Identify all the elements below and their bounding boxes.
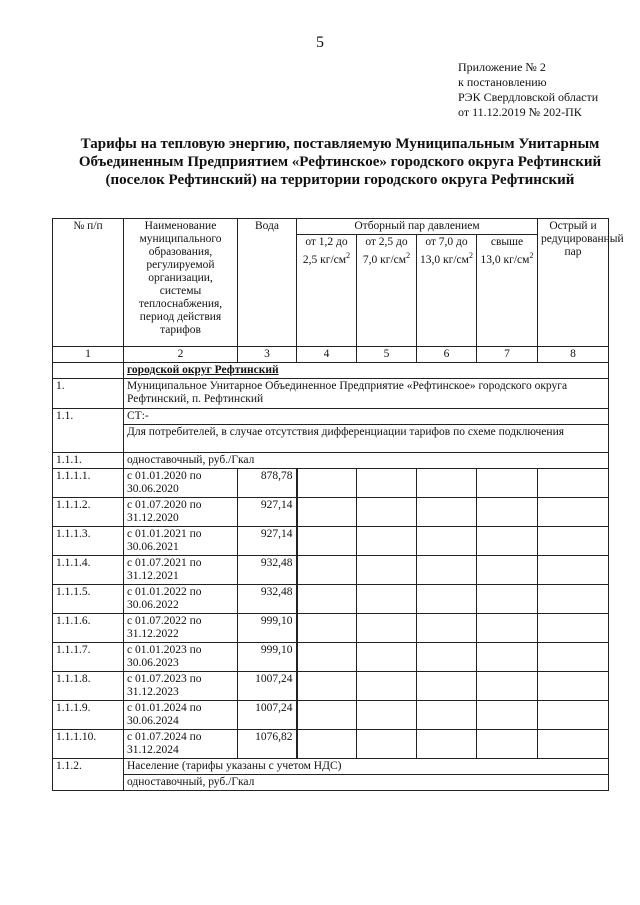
row-empty-cell <box>297 730 357 759</box>
row-period: с 01.01.2020 по 30.06.2020 <box>124 469 238 498</box>
header-name: Наименование муниципального образования, регулируемой организации, системы теплоснабжения, период действия тарифов <box>124 219 238 347</box>
row-empty-cell <box>297 556 357 585</box>
row-empty-cell <box>297 469 357 498</box>
row-water-value: 927,14 <box>238 498 297 527</box>
header-num: № п/п <box>53 219 124 347</box>
header-pressure-4: свыше 13,0 $кг/см^2$ <box>477 235 538 347</box>
row-empty-cell <box>357 498 417 527</box>
header-pressure-2: от 2,5 до 7,0 $кг/см^2$ <box>357 235 417 347</box>
row-empty-cell <box>357 556 417 585</box>
row-empty-cell <box>417 527 477 556</box>
row-empty-cell <box>538 643 609 672</box>
system-name: СТ:- <box>124 409 609 425</box>
tariff-row <box>53 527 609 556</box>
row-empty-cell <box>477 469 538 498</box>
row-empty-cell <box>417 469 477 498</box>
consumers-note: Для потребителей, в случае отсутствия дифференциации тарифов по схеме подключения <box>124 425 609 453</box>
row-water-value: 927,14 <box>238 527 297 556</box>
district-name: городской округ Рефтинский <box>124 363 609 379</box>
row-empty-cell <box>477 527 538 556</box>
col-number: 6 <box>417 347 477 363</box>
header-water: Вода <box>238 219 297 347</box>
col-number: 3 <box>238 347 297 363</box>
header-pressure-1: от 1,2 до 2,5 $кг/см^2$ <box>297 235 357 347</box>
rate-name: одноставочный, руб./Гкал <box>124 453 609 469</box>
tariff-row <box>53 672 609 701</box>
system-num: 1.1. <box>53 409 124 453</box>
row-empty-cell <box>477 701 538 730</box>
row-empty-cell <box>417 701 477 730</box>
row-empty-cell <box>357 585 417 614</box>
col-number: 4 <box>297 347 357 363</box>
org-name: Муниципальное Унитарное Объединенное Предприятие «Рефтинское» городского округа Рефтинский, п. Рефтинский <box>124 379 609 409</box>
row-empty-cell <box>477 614 538 643</box>
row-water-value: 878,78 <box>238 469 297 498</box>
row-num: 1.1.1.1. <box>53 469 124 498</box>
row-empty-cell <box>297 585 357 614</box>
row-num: 1.1.1.2. <box>53 498 124 527</box>
row-num: 1.1.1.5. <box>53 585 124 614</box>
district-num-cell <box>53 363 124 379</box>
row-period: с 01.01.2024 по 30.06.2024 <box>124 701 238 730</box>
row-water-value: 999,10 <box>238 614 297 643</box>
row-empty-cell <box>477 672 538 701</box>
row-empty-cell <box>417 672 477 701</box>
row-empty-cell <box>357 730 417 759</box>
row-empty-cell <box>477 643 538 672</box>
row-empty-cell <box>297 701 357 730</box>
title-line: (поселок Рефтинский) на территории городского округа Рефтинский <box>105 172 575 188</box>
col-number: 7 <box>477 347 538 363</box>
row-empty-cell <box>297 614 357 643</box>
row-water-value: 932,48 <box>238 585 297 614</box>
col-number: 2 <box>124 347 238 363</box>
row-num: 1.1.1.7. <box>53 643 124 672</box>
row-empty-cell <box>297 498 357 527</box>
row-period: с 01.07.2021 по 31.12.2021 <box>124 556 238 585</box>
row-empty-cell <box>417 556 477 585</box>
tariff-row <box>53 585 609 614</box>
header-pressure-3: от 7,0 до 13,0 $кг/см^2$ <box>417 235 477 347</box>
row-water-value: 1007,24 <box>238 701 297 730</box>
row-empty-cell <box>538 556 609 585</box>
row-period: с 01.07.2020 по 31.12.2020 <box>124 498 238 527</box>
row-empty-cell <box>538 730 609 759</box>
appendix-line: РЭК Свердловской области <box>458 90 599 104</box>
page-number: 5 <box>316 34 324 51</box>
row-num: 1.1.1.8. <box>53 672 124 701</box>
row-empty-cell <box>417 730 477 759</box>
row-empty-cell <box>417 498 477 527</box>
row-empty-cell <box>477 585 538 614</box>
row-water-value: 999,10 <box>238 643 297 672</box>
row-num: 1.1.1.10. <box>53 730 124 759</box>
row-empty-cell <box>297 672 357 701</box>
row-empty-cell <box>538 701 609 730</box>
row-water-value: 1076,82 <box>238 730 297 759</box>
row-empty-cell <box>357 469 417 498</box>
tariff-row <box>53 469 609 498</box>
row-empty-cell <box>477 556 538 585</box>
row-empty-cell <box>417 585 477 614</box>
row-empty-cell <box>357 643 417 672</box>
rate-num: 1.1.1. <box>53 453 124 469</box>
org-num: 1. <box>53 379 124 409</box>
appendix-note <box>458 60 598 120</box>
row-empty-cell <box>417 614 477 643</box>
row-empty-cell <box>417 643 477 672</box>
document-title <box>60 135 620 189</box>
row-empty-cell <box>477 498 538 527</box>
appendix-line: от 11.12.2019 № 202-ПК <box>458 105 582 119</box>
title-line: Объединенным Предприятием «Рефтинское» городского округа Рефтинский <box>78 154 602 170</box>
row-empty-cell <box>538 527 609 556</box>
col-number: 1 <box>53 347 124 363</box>
row-empty-cell <box>357 701 417 730</box>
row-period: с 01.01.2021 по 30.06.2021 <box>124 527 238 556</box>
row-period: с 01.07.2023 по 31.12.2023 <box>124 672 238 701</box>
col-number: 5 <box>357 347 417 363</box>
row-empty-cell <box>538 469 609 498</box>
row-water-value: 1007,24 <box>238 672 297 701</box>
tariff-row <box>53 643 609 672</box>
population-name: Население (тарифы указаны с учетом НДС) <box>124 759 609 775</box>
header-sharp-steam: Острый и редуцированный пар <box>538 219 609 347</box>
row-num: 1.1.1.3. <box>53 527 124 556</box>
population-rate: одноставочный, руб./Гкал <box>124 775 609 791</box>
row-empty-cell <box>357 614 417 643</box>
row-empty-cell <box>297 527 357 556</box>
row-empty-cell <box>297 643 357 672</box>
header-steam-group: Отборный пар давлением <box>297 219 538 235</box>
row-num: 1.1.1.9. <box>53 701 124 730</box>
tariff-row <box>53 614 609 643</box>
tariffs-table <box>52 218 624 791</box>
row-period: с 01.01.2023 по 30.06.2023 <box>124 643 238 672</box>
row-water-value: 932,48 <box>238 556 297 585</box>
row-empty-cell <box>357 527 417 556</box>
tariff-row <box>53 730 609 759</box>
title-line: Тарифы на тепловую энергию, поставляемую Муниципальным Унитарным <box>80 136 600 152</box>
appendix-line: Приложение № 2 <box>458 60 546 74</box>
tariff-row <box>53 701 609 730</box>
row-period: с 01.07.2022 по 31.12.2022 <box>124 614 238 643</box>
col-number: 8 <box>538 347 609 363</box>
row-empty-cell <box>357 672 417 701</box>
tariff-row <box>53 556 609 585</box>
row-empty-cell <box>538 672 609 701</box>
appendix-line: к постановлению <box>458 75 547 89</box>
row-empty-cell <box>538 498 609 527</box>
row-empty-cell <box>538 585 609 614</box>
tariff-row <box>53 498 609 527</box>
row-empty-cell <box>538 614 609 643</box>
population-num: 1.1.2. <box>53 759 124 791</box>
row-num: 1.1.1.4. <box>53 556 124 585</box>
row-period: с 01.07.2024 по 31.12.2024 <box>124 730 238 759</box>
row-num: 1.1.1.6. <box>53 614 124 643</box>
row-period: с 01.01.2022 по 30.06.2022 <box>124 585 238 614</box>
row-empty-cell <box>477 730 538 759</box>
